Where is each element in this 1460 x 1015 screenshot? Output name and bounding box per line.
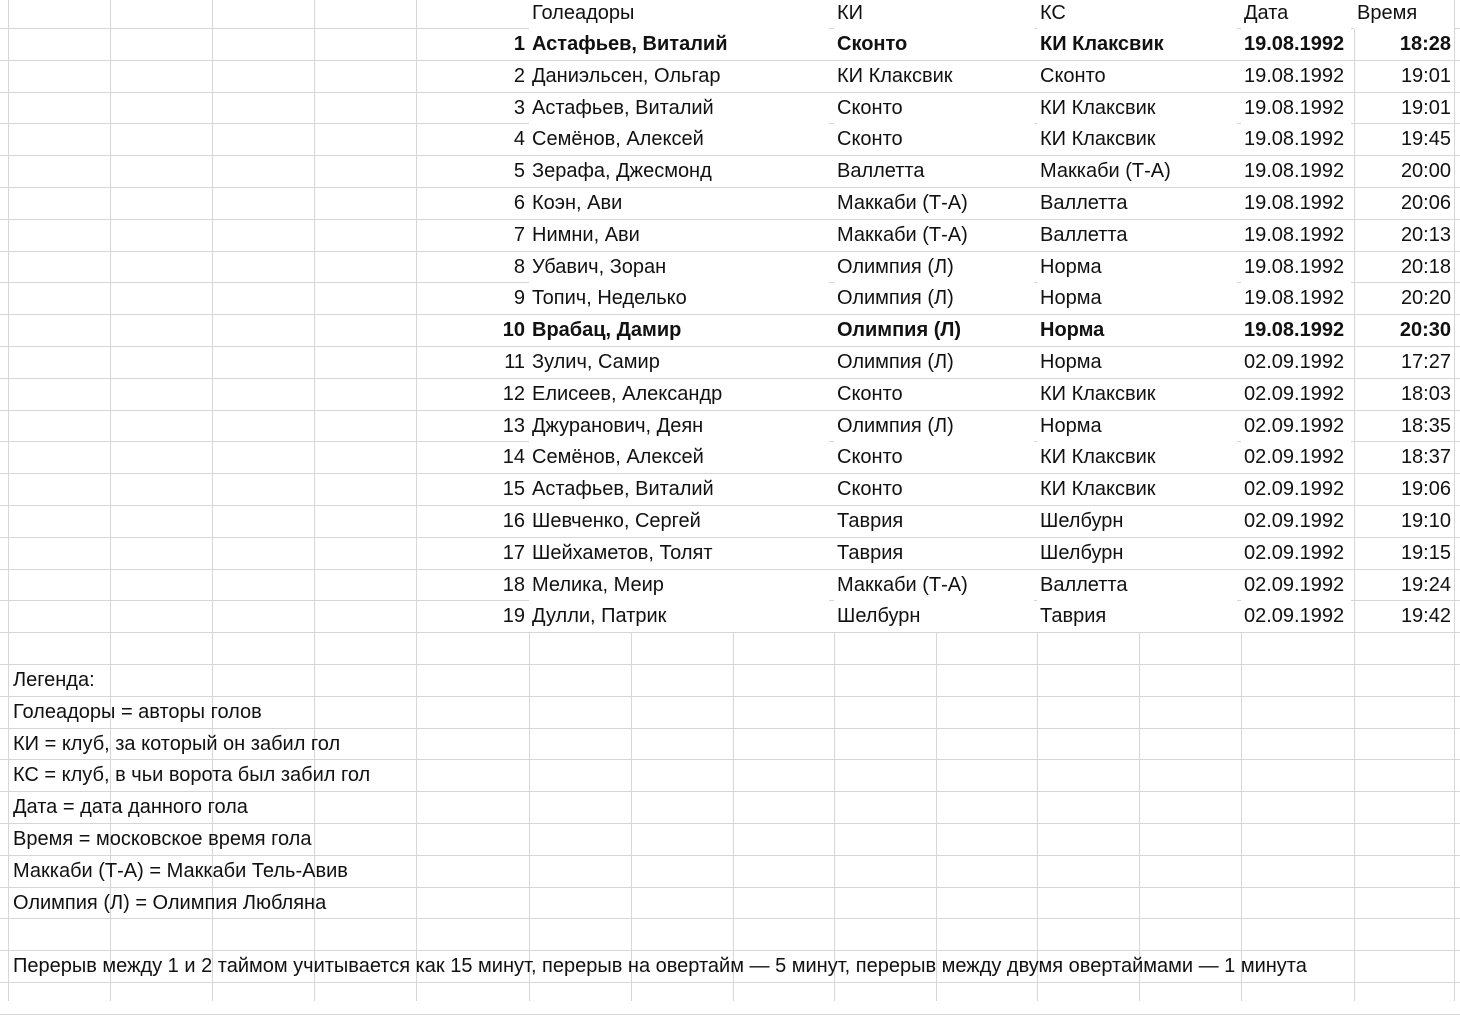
club-against-cell[interactable]: КИ Клаксвик [1037,29,1237,60]
grid-row-line [0,632,1460,633]
time-cell[interactable]: 20:00 [1400,160,1451,182]
club-for-cell[interactable]: Шелбурн [834,601,1034,632]
time-cell[interactable]: 20:18 [1400,256,1451,278]
row-number[interactable]: 3 [513,97,525,119]
club-against-cell[interactable]: Норма [1037,252,1237,283]
row-number[interactable]: 15 [502,478,525,500]
club-for-cell[interactable]: Олимпия (Л) [834,252,1034,283]
note-text[interactable]: Перерыв между 1 и 2 таймом учитывается как 15 минут, перерыв на овертайм — 5 минут, перерыв между двумя овертаймами — 1 минута [13,955,1307,977]
scorer-cell[interactable]: Джуранович, Деян [529,411,829,442]
time-cell[interactable]: 18:28 [1399,33,1451,55]
club-for-cell[interactable]: Олимпия (Л) [834,315,1034,346]
date-cell[interactable]: 19.08.1992 [1241,29,1351,60]
row-number[interactable]: 4 [513,128,525,150]
time-cell[interactable]: 19:42 [1400,605,1451,627]
row-number[interactable]: 11 [504,351,525,373]
scorer-cell[interactable]: Убавич, Зоран [529,252,829,283]
legend-line[interactable]: Олимпия (Л) = Олимпия Любляна [13,892,327,914]
row-number[interactable]: 19 [502,605,525,627]
header-date[interactable]: Дата [1241,0,1351,29]
club-against-cell[interactable]: Норма [1037,347,1237,378]
club-for-cell[interactable]: КИ Клаксвик [834,61,1034,92]
legend-line[interactable]: Маккаби (Т-А) = Маккаби Тель-Авив [13,860,348,882]
legend-title[interactable]: Легенда: [13,669,95,691]
time-cell[interactable]: 18:03 [1400,383,1451,405]
row-number[interactable]: 12 [502,383,525,405]
row-number[interactable]: 17 [502,542,525,564]
scorer-cell[interactable]: Астафьев, Виталий [529,474,829,505]
time-cell[interactable]: 19:24 [1400,574,1451,596]
date-cell[interactable]: 19.08.1992 [1241,252,1351,283]
club-for-cell[interactable]: Сконто [834,93,1034,124]
club-for-cell[interactable]: Сконто [834,474,1034,505]
scorer-cell[interactable]: Елисеев, Александр [529,379,829,410]
time-cell[interactable]: 20:13 [1400,224,1451,246]
club-for-cell[interactable]: Таврия [834,506,1034,537]
row-number[interactable]: 5 [513,160,525,182]
time-cell[interactable]: 19:01 [1400,97,1451,119]
date-cell[interactable]: 02.09.1992 [1241,347,1351,378]
row-number[interactable]: 1 [513,33,525,55]
club-for-cell[interactable]: Сконто [834,442,1034,473]
time-cell[interactable]: 18:37 [1400,446,1451,468]
date-cell[interactable]: 02.09.1992 [1241,506,1351,537]
club-for-cell[interactable]: Маккаби (Т-А) [834,188,1034,219]
scorer-cell[interactable]: Семёнов, Алексей [529,442,829,473]
scorer-cell[interactable]: Топич, Неделько [529,283,829,314]
row-number[interactable]: 2 [513,65,525,87]
club-against-cell[interactable]: Шелбурн [1037,506,1237,537]
club-against-cell[interactable]: Шелбурн [1037,538,1237,569]
date-cell[interactable]: 02.09.1992 [1241,570,1351,601]
club-against-cell[interactable]: Маккаби (Т-А) [1037,156,1237,187]
date-cell[interactable]: 19.08.1992 [1241,93,1351,124]
row-number[interactable]: 10 [502,319,525,341]
legend-line[interactable]: КИ = клуб, за который он забил гол [13,733,341,755]
date-cell[interactable]: 02.09.1992 [1241,601,1351,632]
club-against-cell[interactable]: КИ Клаксвик [1037,474,1237,505]
scorer-cell[interactable]: Даниэльсен, Ольгар [529,61,829,92]
row-number[interactable]: 8 [513,256,525,278]
date-cell[interactable]: 19.08.1992 [1241,124,1351,155]
time-cell[interactable]: 19:10 [1400,510,1451,532]
row-number[interactable]: 9 [513,287,525,309]
date-cell[interactable]: 19.08.1992 [1241,220,1351,251]
header-time[interactable]: Время [1354,0,1454,29]
club-against-cell[interactable]: КИ Клаксвик [1037,379,1237,410]
club-for-cell[interactable]: Сконто [834,379,1034,410]
row-number[interactable]: 13 [502,415,525,437]
row-number[interactable]: 18 [502,574,525,596]
scorer-cell[interactable]: Зерафа, Джесмонд [529,156,829,187]
date-cell[interactable]: 02.09.1992 [1241,442,1351,473]
header-club-against[interactable]: КС [1037,0,1237,29]
legend-line[interactable]: Время = московское время гола [13,828,312,850]
club-against-cell[interactable]: Валлетта [1037,570,1237,601]
scorer-cell[interactable]: Астафьев, Виталий [529,93,829,124]
time-cell[interactable]: 20:30 [1399,319,1451,341]
legend-line[interactable]: КС = клуб, в чьи ворота был забил гол [13,764,371,786]
time-cell[interactable]: 19:45 [1400,128,1451,150]
scorer-cell[interactable]: Врабац, Дамир [529,315,829,346]
row-number[interactable]: 6 [513,192,525,214]
time-cell[interactable]: 19:06 [1400,478,1451,500]
legend-line[interactable]: Голеадоры = авторы голов [13,701,262,723]
header-club-for[interactable]: КИ [834,0,1034,29]
scorer-cell[interactable]: Мелика, Меир [529,570,829,601]
club-for-cell[interactable]: Олимпия (Л) [834,411,1034,442]
club-against-cell[interactable]: Таврия [1037,601,1237,632]
club-against-cell[interactable]: КИ Клаксвик [1037,93,1237,124]
club-for-cell[interactable]: Олимпия (Л) [834,347,1034,378]
club-against-cell[interactable]: Норма [1037,283,1237,314]
club-against-cell[interactable]: Валлетта [1037,188,1237,219]
scorer-cell[interactable]: Нимни, Ави [529,220,829,251]
scorer-cell[interactable]: Семёнов, Алексей [529,124,829,155]
legend-line[interactable]: Дата = дата данного гола [13,796,248,818]
scorer-cell[interactable]: Зулич, Самир [529,347,829,378]
date-cell[interactable]: 19.08.1992 [1241,61,1351,92]
grid-row-line [0,982,1460,983]
club-against-cell[interactable]: Валлетта [1037,220,1237,251]
club-for-cell[interactable]: Таврия [834,538,1034,569]
time-cell[interactable]: 20:06 [1400,192,1451,214]
club-against-cell[interactable]: Норма [1037,315,1237,346]
time-cell[interactable]: 20:20 [1400,287,1451,309]
date-cell[interactable]: 02.09.1992 [1241,538,1351,569]
club-against-cell[interactable]: Сконто [1037,61,1237,92]
date-cell[interactable]: 19.08.1992 [1241,156,1351,187]
date-cell[interactable]: 19.08.1992 [1241,188,1351,219]
row-number[interactable]: 16 [502,510,525,532]
time-cell[interactable]: 18:35 [1400,415,1451,437]
club-against-cell[interactable]: Норма [1037,411,1237,442]
row-number[interactable]: 7 [513,224,525,246]
date-cell[interactable]: 02.09.1992 [1241,379,1351,410]
club-for-cell[interactable]: Олимпия (Л) [834,283,1034,314]
date-cell[interactable]: 19.08.1992 [1241,315,1351,346]
scorer-cell[interactable]: Коэн, Ави [529,188,829,219]
club-for-cell[interactable]: Маккаби (Т-А) [834,570,1034,601]
row-number[interactable]: 14 [502,446,525,468]
date-cell[interactable]: 02.09.1992 [1241,474,1351,505]
club-against-cell[interactable]: КИ Клаксвик [1037,442,1237,473]
club-for-cell[interactable]: Сконто [834,29,1034,60]
scorer-cell[interactable]: Шевченко, Сергей [529,506,829,537]
date-cell[interactable]: 02.09.1992 [1241,411,1351,442]
date-cell[interactable]: 19.08.1992 [1241,283,1351,314]
grid-column-line [8,0,9,1001]
scorer-cell[interactable]: Шейхаметов, Толят [529,538,829,569]
club-for-cell[interactable]: Маккаби (Т-А) [834,220,1034,251]
grid-column-line [1454,0,1455,1001]
time-cell[interactable]: 19:15 [1400,542,1451,564]
club-against-cell[interactable]: КИ Клаксвик [1037,124,1237,155]
club-for-cell[interactable]: Сконто [834,124,1034,155]
scorer-cell[interactable]: Астафьев, Виталий [529,29,829,60]
club-for-cell[interactable]: Валлетта [834,156,1034,187]
time-cell[interactable]: 19:01 [1400,65,1451,87]
time-cell[interactable]: 17:27 [1400,351,1451,373]
header-scorer[interactable]: Голеадоры [529,0,829,29]
scorer-cell[interactable]: Дулли, Патрик [529,601,829,632]
